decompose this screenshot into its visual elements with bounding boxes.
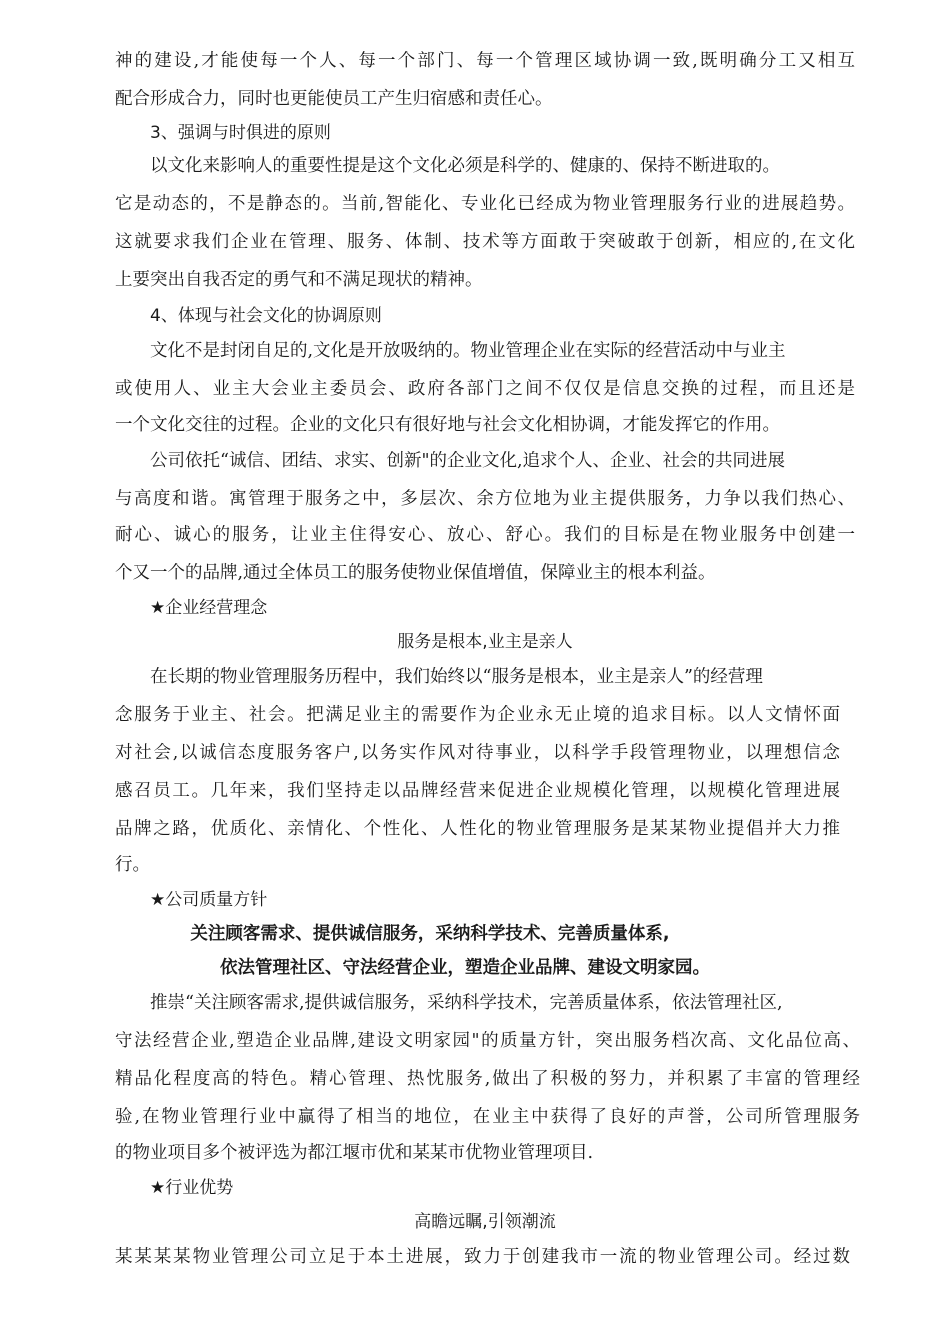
- section-heading: ★行业优势: [150, 1178, 234, 1198]
- paragraph-line: 以文化来影响人的重要性提是这个文化必须是科学的、健康的、保持不断进取的。: [150, 156, 780, 176]
- section-heading: 3、强调与时俱进的原则: [150, 123, 331, 143]
- paragraph-line: 上要突出自我否定的勇气和不满足现状的精神。: [115, 270, 483, 290]
- paragraph-line: 一个文化交往的过程。企业的文化只有很好地与社会文化相协调，才能发挥它的作用。: [115, 415, 780, 435]
- slogan: 服务是根本,业主是亲人: [397, 632, 573, 652]
- paragraph-line: 这就要求我们企业在管理、服务、体制、技术等方面敢于突破敢于创新，相应的,在文化: [115, 232, 855, 252]
- paragraph-line: 品牌之路，优质化、亲情化、个性化、人性化的物业管理服务是某某物业提倡并大力推: [115, 819, 840, 839]
- slogan: 高瞻远瞩,引领潮流: [414, 1212, 556, 1232]
- paragraph-line: 神的建设,才能使每一个人、每一个部门、每一个管理区域协调一致,既明确分工又相互: [115, 51, 855, 71]
- paragraph-line: 配合形成合力，同时也更能使员工产生归宿感和责任心。: [115, 89, 553, 109]
- policy-line: 关注顾客需求、提供诚信服务，采纳科学技术、完善质量体系,: [190, 924, 670, 944]
- paragraph-line: 某某某某物业管理公司立足于本土进展，致力于创建我市一流的物业管理公司。经过数: [115, 1247, 850, 1267]
- paragraph-line: 的物业项目多个被评选为都江堰市优和某某市优物业管理项目.: [115, 1143, 594, 1163]
- paragraph-line: 文化不是封闭自足的,文化是开放吸纳的。物业管理企业在实际的经营活动中与业主: [150, 341, 786, 361]
- section-heading: 4、体现与社会文化的协调原则: [150, 306, 382, 326]
- paragraph-line: 公司依托“诚信、团结、求实、创新"的企业文化,追求个人、企业、社会的共同进展: [150, 451, 786, 471]
- section-heading: ★公司质量方针: [150, 890, 268, 910]
- paragraph-line: 守法经营企业,塑造企业品牌,建设文明家园"的质量方针，突出服务档次高、文化品位高、: [115, 1031, 860, 1051]
- paragraph-line: 念服务于业主、社会。把满足业主的需要作为企业永无止境的追求目标。以人文情怀面: [115, 705, 840, 725]
- paragraph-line: 在长期的物业管理服务历程中，我们始终以“服务是根本，业主是亲人”的经营理: [150, 667, 763, 687]
- paragraph-line: 或使用人、业主大会业主委员会、政府各部门之间不仅仅是信息交换的过程，而且还是: [115, 379, 855, 399]
- paragraph-line: 耐心、诚心的服务，让业主住得安心、放心、舒心。我们的目标是在物业服务中创建一: [115, 525, 855, 545]
- paragraph-line: 感召员工。几年来，我们坚持走以品牌经营来促进企业规模化管理，以规模化管理进展: [115, 781, 840, 801]
- paragraph-line: 与高度和谐。寓管理于服务之中，多层次、余方位地为业主提供服务，力争以我们热心、: [115, 489, 855, 509]
- paragraph-line: 推崇“关注顾客需求,提供诚信服务，采纳科学技术，完善质量体系，依法管理社区,: [150, 993, 783, 1013]
- policy-line: 依法管理社区、守法经营企业，塑造企业品牌、建设文明家园。: [220, 958, 710, 978]
- paragraph-line: 对社会,以诚信态度服务客户,以务实作风对待事业，以科学手段管理物业，以理想信念: [115, 743, 840, 763]
- paragraph-line: 精品化程度高的特色。精心管理、热忱服务,做出了积极的努力，并积累了丰富的管理经: [115, 1069, 860, 1089]
- paragraph-line: 验,在物业管理行业中赢得了相当的地位，在业主中获得了良好的声誉，公司所管理服务: [115, 1107, 860, 1127]
- section-heading: ★企业经营理念: [150, 598, 268, 618]
- paragraph-line: 个又一个的品牌,通过全体员工的服务使物业保值增值，保障业主的根本利益。: [115, 563, 716, 583]
- paragraph-line: 行。: [115, 855, 150, 875]
- paragraph-line: 它是动态的，不是静态的。当前,智能化、专业化已经成为物业管理服务行业的进展趋势。: [115, 194, 855, 214]
